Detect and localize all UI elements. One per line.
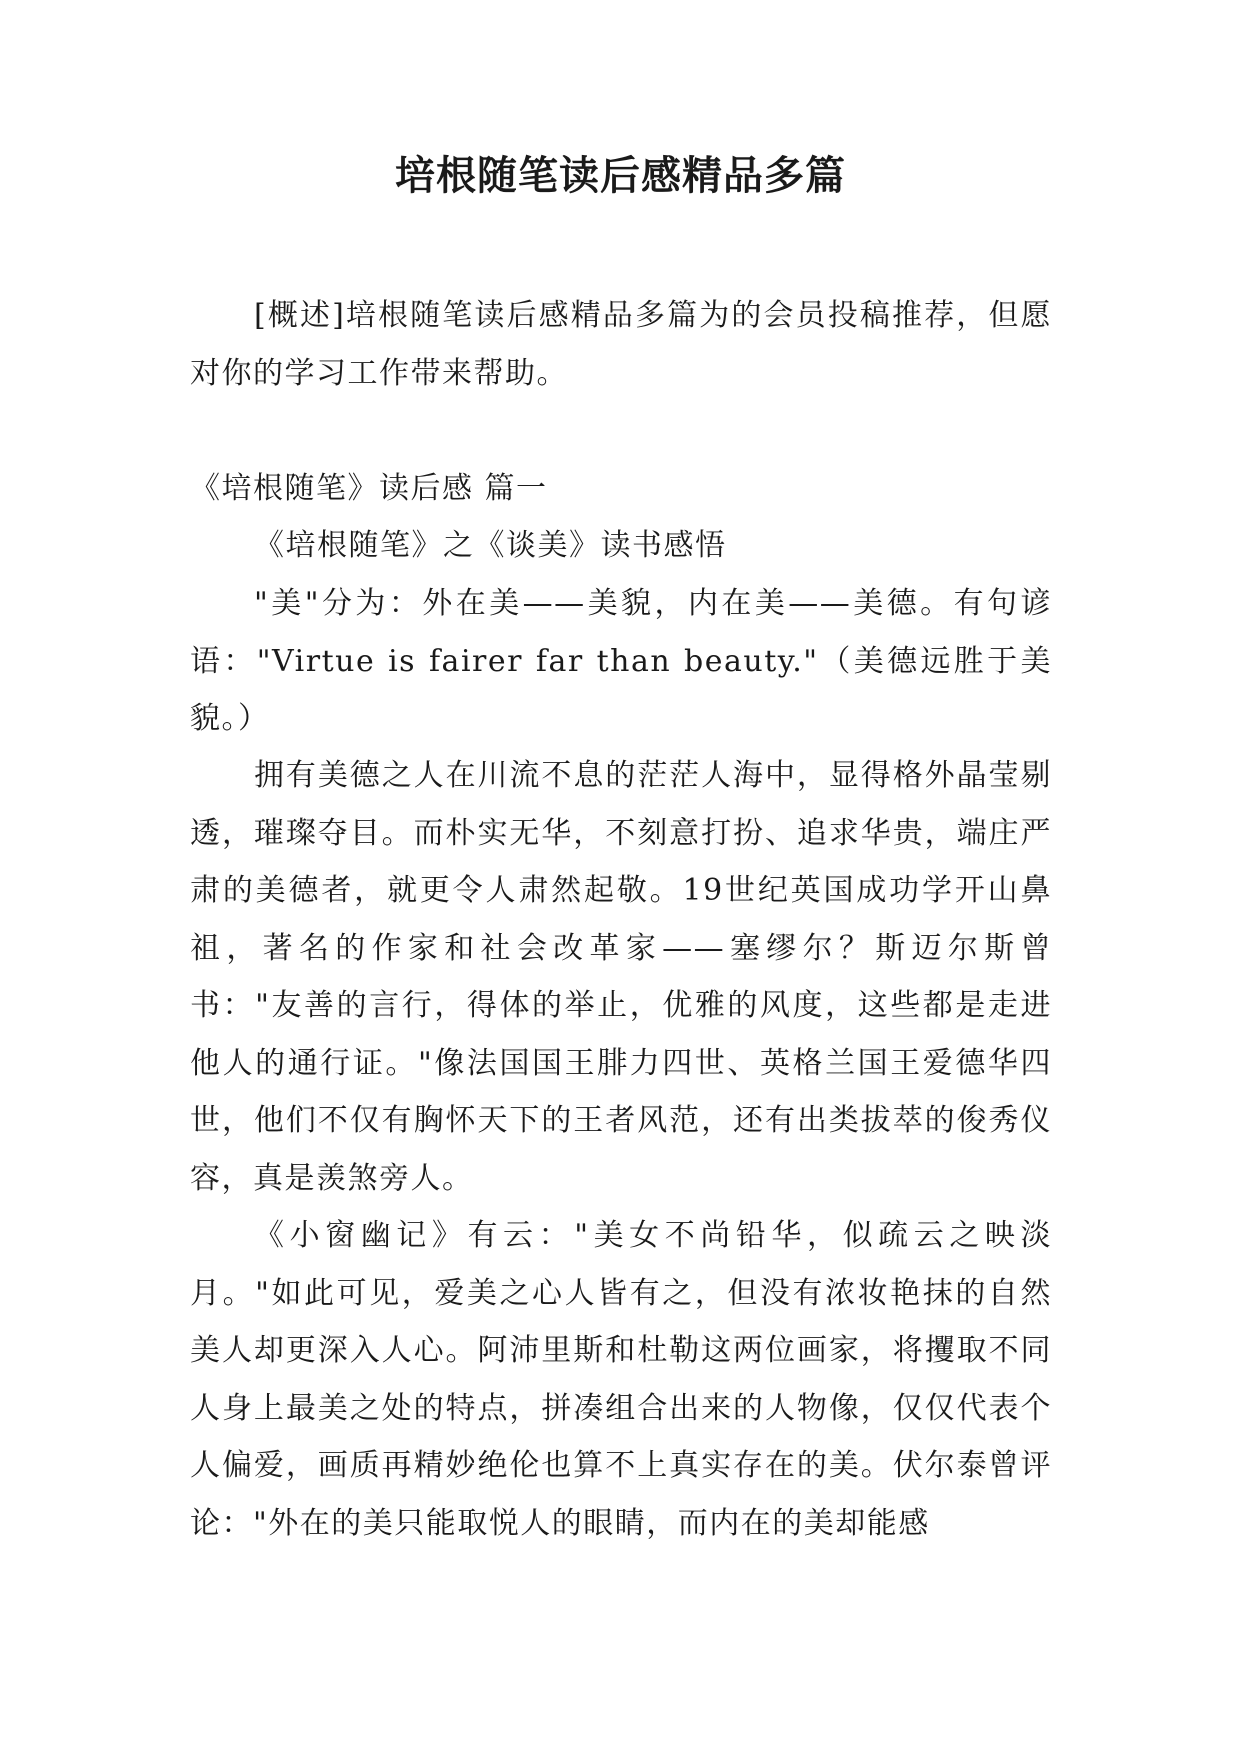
section-heading: 《培根随笔》读后感 篇一: [190, 471, 548, 506]
section-subtitle: 《培根随笔》之《谈美》读书感悟: [254, 528, 727, 563]
body-paragraph: "美"分为：外在美——美貌，内在美——美德。有句谚语："Virtue is fairer far than beauty."（美德远胜于美貌。）: [190, 586, 1052, 736]
body-paragraph: 《小窗幽记》有云："美女不尚铅华，似疏云之映淡月。"如此可见，爱美之心人皆有之，但没有浓妆艳抹的自然美人却更深入人心。阿沛里斯和杜勒这两位画家，将攫取不同人身上最美之处的特点，拼凑组合出来的人物像，仅仅代表个人偏爱，画质再精妙绝伦也算不上真实存在的美。伏尔泰曾评论："外在的美只能取悦人的眼睛，而内在的美却能感: [190, 1218, 1052, 1541]
document-title: 培根随笔读后感精品多篇: [395, 152, 846, 199]
body-paragraph: 拥有美德之人在川流不息的茫茫人海中，显得格外晶莹剔透，璀璨夺目。而朴实无华，不刻意打扮、追求华贵，端庄严肃的美德者，就更令人肃然起敬。19世纪英国成功学开山鼻祖，著名的作家和社会改革家——塞缪尔？斯迈尔斯曾书："友善的言行，得体的举止，优雅的风度，这些都是走进他人的通行证。"像法国国王腓力四世、英格兰国王爱德华四世，他们不仅有胸怀天下的王者风范，还有出类拔萃的俊秀仪容，真是羡煞旁人。: [190, 758, 1052, 1196]
summary-paragraph: [概述]培根随笔读后感精品多篇为的会员投稿推荐，但愿对你的学习工作带来帮助。: [190, 298, 1052, 391]
